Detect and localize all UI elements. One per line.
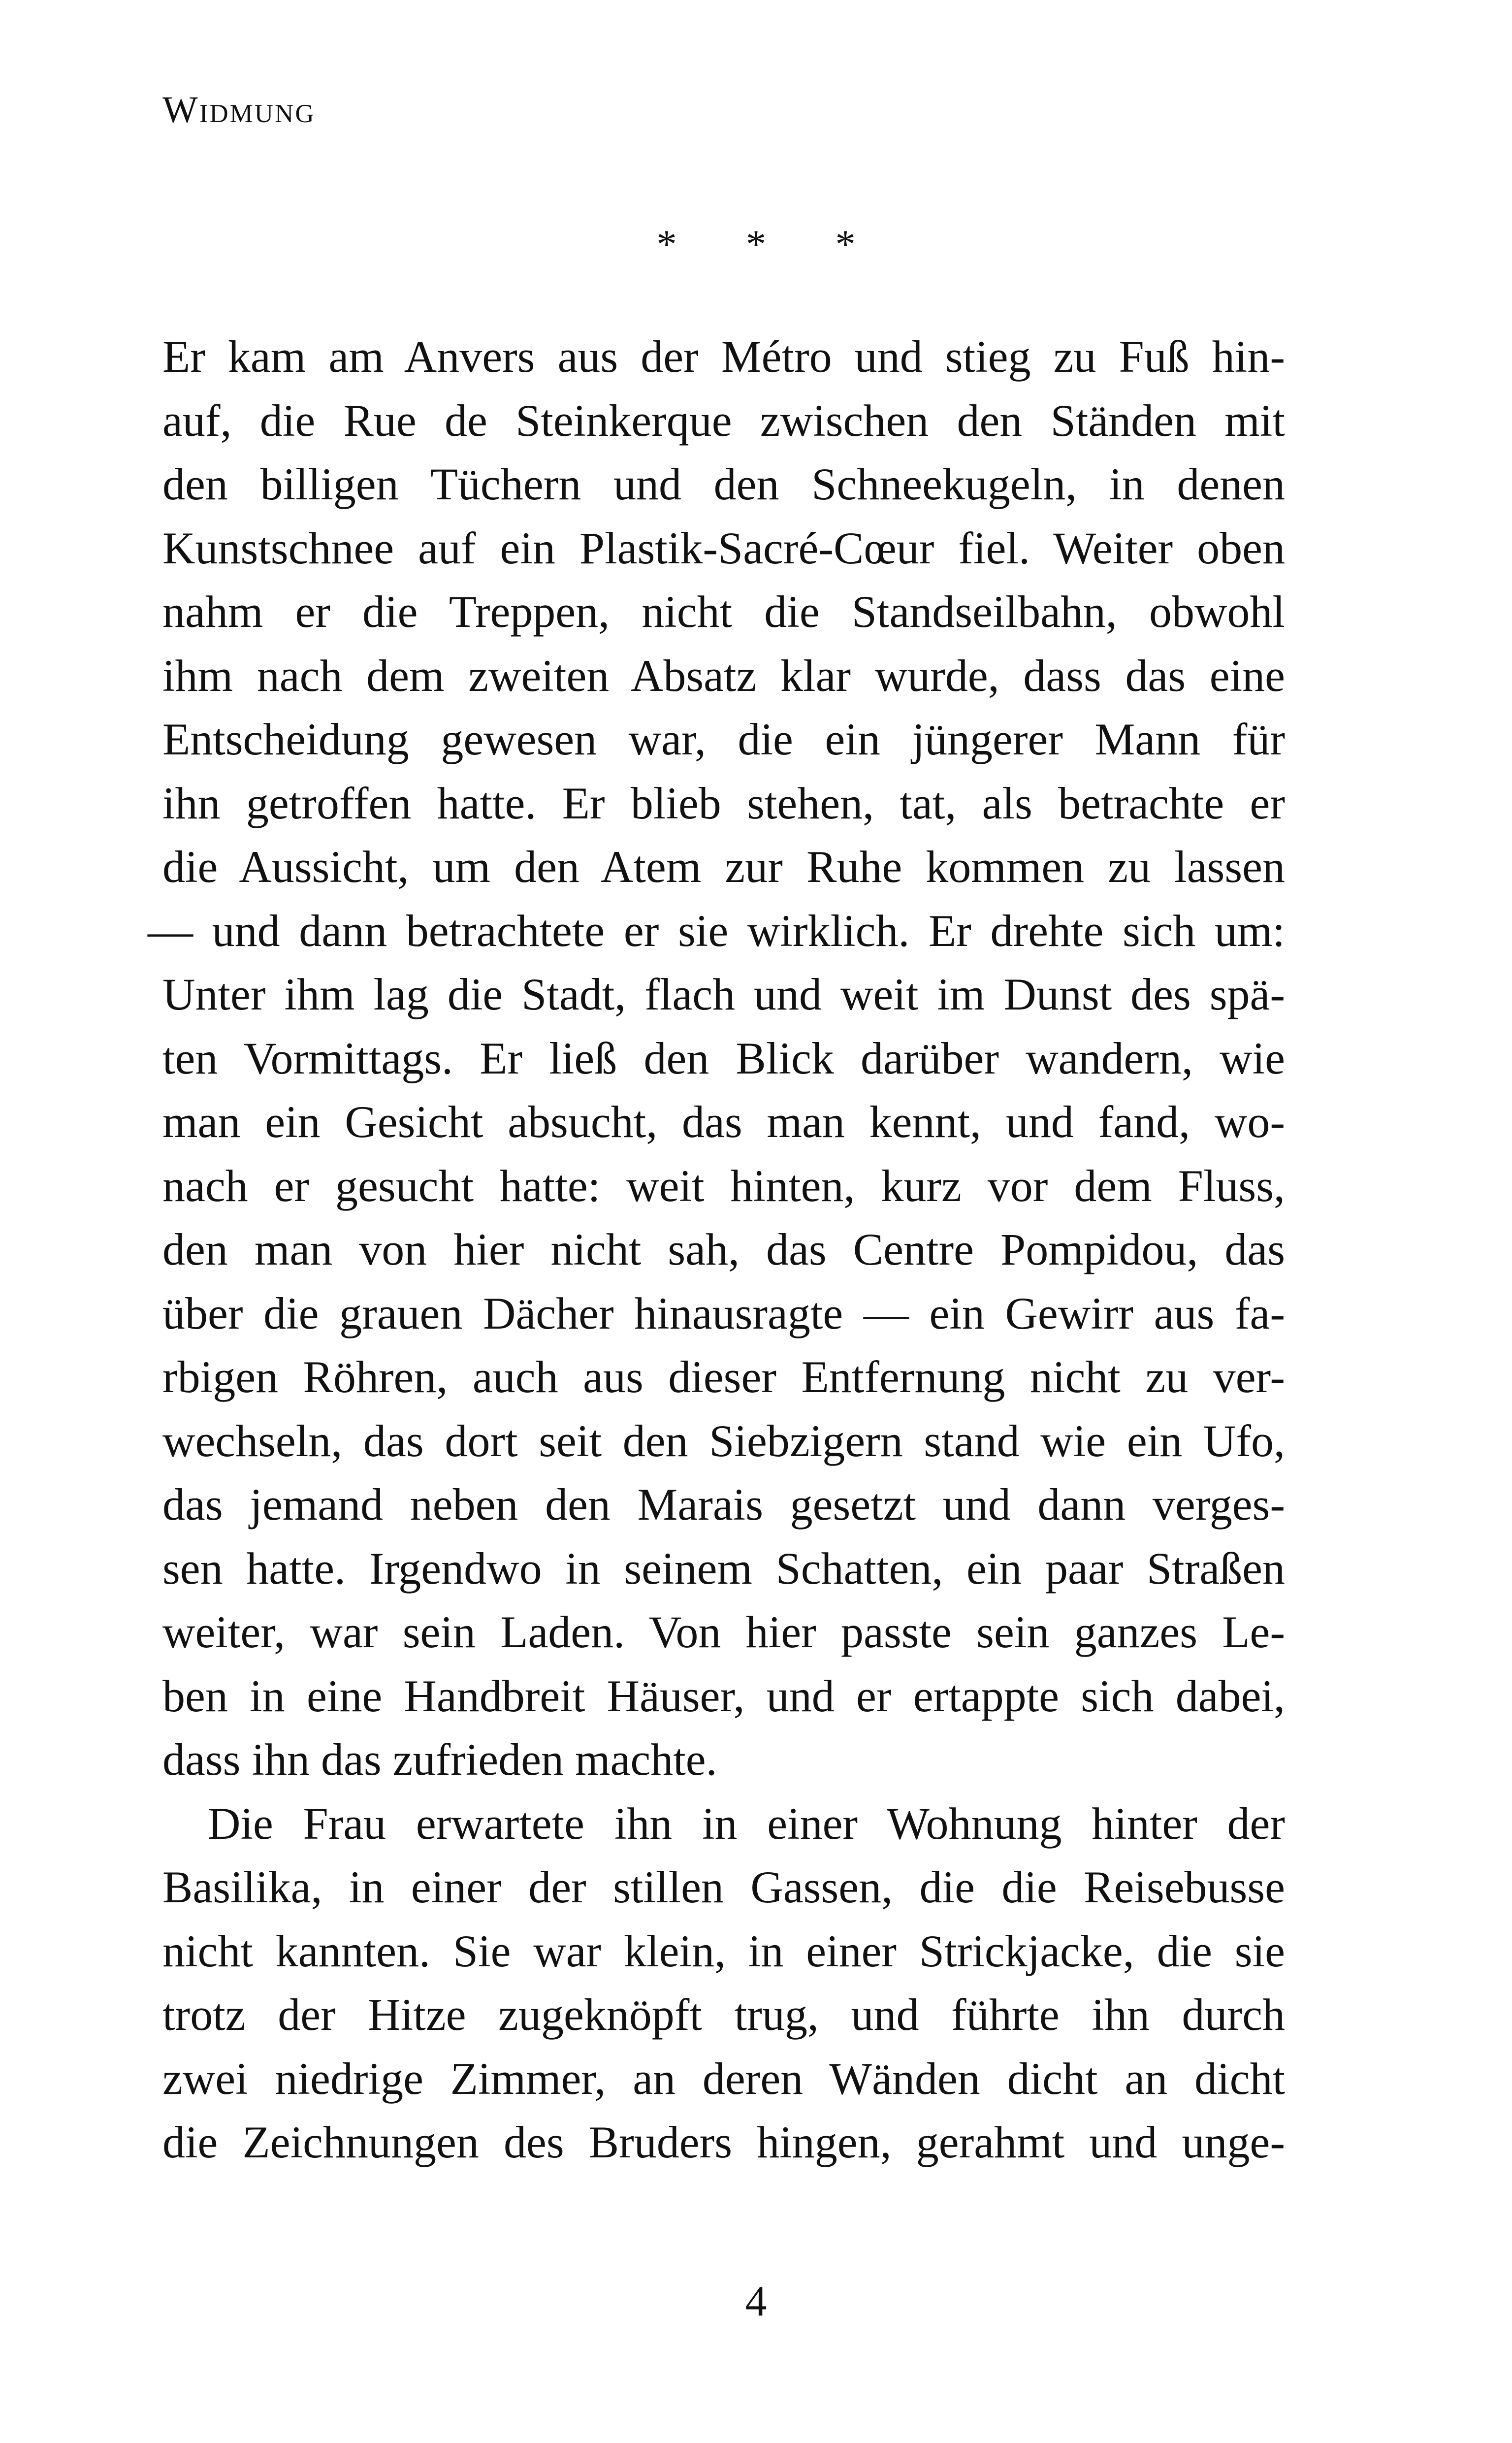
text-line: die Aussicht, um den Atem zur Ruhe kommen zu lassen	[162, 842, 1285, 892]
text-line: man ein Gesicht absucht, das man kennt, und fand, wo-	[162, 1097, 1285, 1147]
text-line: den billigen Tüchern und den Schneekugeln, in denen	[162, 459, 1285, 509]
text-line: Basilika, in einer der stillen Gassen, die die Reisebusse	[162, 1862, 1285, 1912]
text-line: über die grauen Dächer hinausragte — ein Gewirr aus fa-	[162, 1288, 1285, 1338]
text-line: ten Vormittags. Er ließ den Blick darüber wandern, wie	[162, 1033, 1285, 1083]
text-line: trotz der Hitze zugeknöpft trug, und führte ihn durch	[162, 1989, 1285, 2040]
text-line: das jemand neben den Marais gesetzt und dann verges-	[162, 1479, 1285, 1530]
text-line: sen hatte. Irgendwo in seinem Schatten, ein paar Straßen	[162, 1543, 1285, 1594]
text-line: ben in eine Handbreit Häuser, und er ertappte sich dabei,	[162, 1670, 1285, 1721]
text-line: wechseln, das dort seit den Siebzigern stand wie ein Ufo,	[162, 1415, 1285, 1466]
text-line: rbigen Röhren, auch aus dieser Entfernung nicht zu ver-	[162, 1352, 1285, 1402]
text-line: Entscheidung gewesen war, die ein jüngerer Mann für	[162, 714, 1285, 764]
text-line: den man von hier nicht sah, das Centre Pompidou, das	[162, 1224, 1285, 1274]
text-line: weiter, war sein Laden. Von hier passte sein ganzes Le-	[162, 1607, 1285, 1657]
text-line: nahm er die Treppen, nicht die Standseilbahn, obwohl	[162, 586, 1285, 637]
text-line: nach er gesucht hatte: weit hinten, kurz vor dem Fluss,	[162, 1160, 1285, 1211]
running-head: Widmung	[162, 89, 316, 130]
text-line: dass ihn das zufrieden machte.	[162, 1734, 717, 1785]
text-line: ihn getroffen hatte. Er blieb stehen, tat, als betrachte er	[162, 778, 1285, 828]
text-line: Die Frau erwartete ihn in einer Wohnung hinter der	[208, 1798, 1285, 1849]
text-line: Kunstschnee auf ein Plastik-Sacré-Cœur fiel. Weiter oben	[162, 522, 1285, 573]
text-line: nicht kannten. Sie war klein, in einer Strickjacke, die sie	[162, 1925, 1285, 1976]
text-line: die Zeichnungen des Bruders hingen, gerahmt und unge-	[162, 2117, 1285, 2167]
text-line: — und dann betrachtete er sie wirklich. Er drehte sich um:	[148, 905, 1285, 956]
text-line: ihm nach dem zweiten Absatz klar wurde, dass das eine	[162, 650, 1285, 701]
page-number: 4	[745, 2278, 767, 2325]
text-line: auf, die Rue de Steinkerque zwischen den Ständen mit	[162, 395, 1285, 446]
text-line: zwei niedrige Zimmer, an deren Wänden dicht an dicht	[162, 2053, 1285, 2104]
body-text	[148, 325, 1285, 2175]
text-line: Unter ihm lag die Stadt, flach und weit im Dunst des spä-	[162, 969, 1285, 1019]
text-line: Er kam am Anvers aus der Métro und stieg zu Fuß hin-	[162, 331, 1285, 382]
section-break-ornament: * * *	[656, 222, 885, 266]
